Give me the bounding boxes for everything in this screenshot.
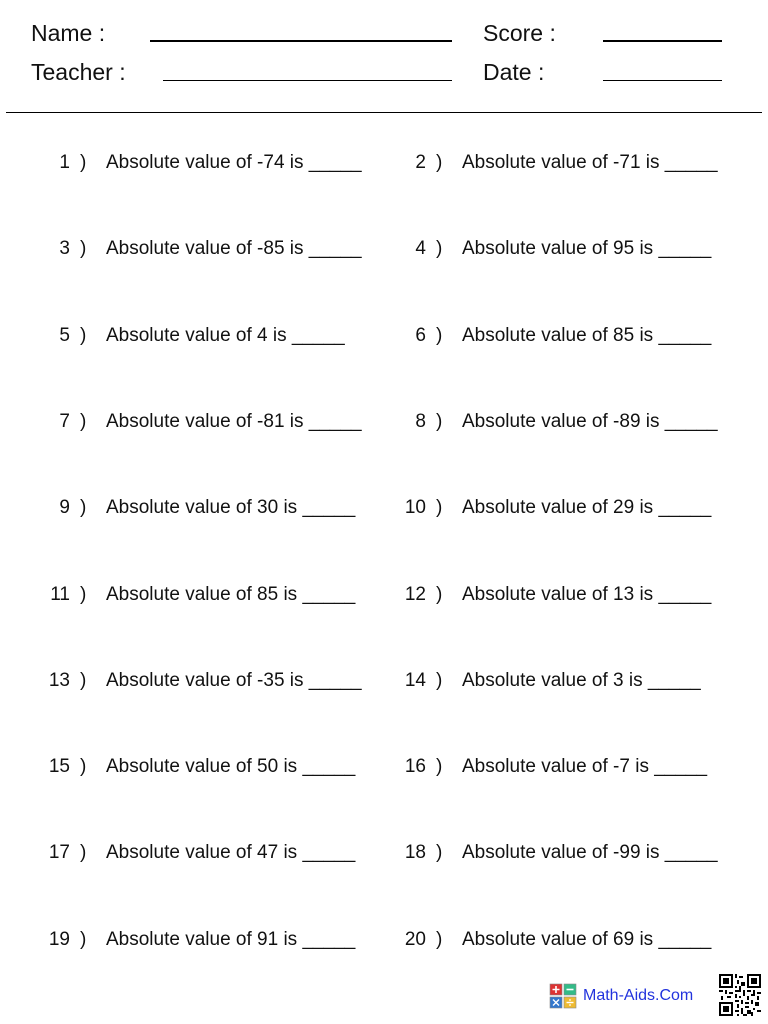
- problem-number: 10: [404, 497, 426, 518]
- problem-text: Absolute value of 69 is _____: [462, 929, 712, 950]
- problem-number: 4: [415, 238, 426, 259]
- problem-paren: ): [436, 497, 443, 518]
- problem-number: 6: [415, 325, 426, 346]
- problem-text: Absolute value of 50 is _____: [106, 756, 356, 777]
- problem-paren: ): [80, 929, 87, 950]
- problem-paren: ): [436, 670, 443, 691]
- problem-number: 17: [48, 842, 70, 863]
- problem-text: Absolute value of -35 is _____: [106, 670, 362, 691]
- problem-text: Absolute value of 13 is _____: [462, 584, 712, 605]
- problem-number: 8: [415, 411, 426, 432]
- problem-text: Absolute value of 4 is _____: [106, 325, 345, 346]
- problem-paren: ): [80, 756, 87, 777]
- problem-text: Absolute value of 95 is _____: [462, 238, 712, 259]
- teacher-line[interactable]: [163, 80, 452, 81]
- problem-paren: ): [80, 584, 87, 605]
- problem-text: Absolute value of 91 is _____: [106, 929, 356, 950]
- problem-paren: ): [436, 584, 443, 605]
- problem-paren: ): [436, 325, 443, 346]
- problem-paren: ): [436, 411, 443, 432]
- problem-paren: ): [436, 929, 443, 950]
- problem-text: Absolute value of -71 is _____: [462, 152, 718, 173]
- problem-number: 18: [404, 842, 426, 863]
- calculator-icon: [549, 983, 577, 1009]
- problem-text: Absolute value of 47 is _____: [106, 842, 356, 863]
- date-label: Date :: [483, 59, 545, 85]
- header-divider: [6, 112, 762, 113]
- problem-number: 12: [404, 584, 426, 605]
- score-line[interactable]: [603, 40, 722, 42]
- teacher-label: Teacher :: [31, 59, 126, 85]
- problem-paren: ): [80, 497, 87, 518]
- problem-text: Absolute value of -99 is _____: [462, 842, 718, 863]
- qr-code-icon: [719, 974, 761, 1016]
- problem-paren: ): [436, 756, 443, 777]
- problem-number: 9: [59, 497, 70, 518]
- problem-number: 14: [404, 670, 426, 691]
- problem-paren: ): [80, 238, 87, 259]
- problem-number: 7: [59, 411, 70, 432]
- problem-text: Absolute value of -85 is _____: [106, 238, 362, 259]
- problem-paren: ): [80, 325, 87, 346]
- problem-paren: ): [436, 842, 443, 863]
- problem-number: 20: [404, 929, 426, 950]
- problem-text: Absolute value of -89 is _____: [462, 411, 718, 432]
- problem-paren: ): [80, 842, 87, 863]
- problem-number: 11: [50, 584, 70, 605]
- problem-number: 15: [48, 756, 70, 777]
- problem-text: Absolute value of 29 is _____: [462, 497, 712, 518]
- problem-text: Absolute value of -7 is _____: [462, 756, 708, 777]
- problem-number: 1: [59, 152, 70, 173]
- problem-text: Absolute value of 85 is _____: [462, 325, 712, 346]
- problem-number: 13: [48, 670, 70, 691]
- problem-text: Absolute value of 3 is _____: [462, 670, 701, 691]
- problem-number: 3: [59, 238, 70, 259]
- problem-number: 5: [59, 325, 70, 346]
- problem-text: Absolute value of 85 is _____: [106, 584, 356, 605]
- site-link[interactable]: Math-Aids.Com: [583, 987, 694, 1004]
- problem-paren: ): [436, 238, 443, 259]
- problem-paren: ): [436, 152, 443, 173]
- name-line[interactable]: [150, 40, 452, 42]
- problem-text: Absolute value of -81 is _____: [106, 411, 362, 432]
- problem-paren: ): [80, 411, 87, 432]
- problem-paren: ): [80, 152, 87, 173]
- date-line[interactable]: [603, 80, 722, 81]
- problem-text: Absolute value of 30 is _____: [106, 497, 356, 518]
- problem-number: 2: [415, 152, 426, 173]
- name-label: Name :: [31, 20, 106, 46]
- problem-number: 19: [48, 929, 70, 950]
- problem-paren: ): [80, 670, 87, 691]
- problem-number: 16: [404, 756, 426, 777]
- problem-text: Absolute value of -74 is _____: [106, 152, 362, 173]
- score-label: Score :: [483, 20, 556, 46]
